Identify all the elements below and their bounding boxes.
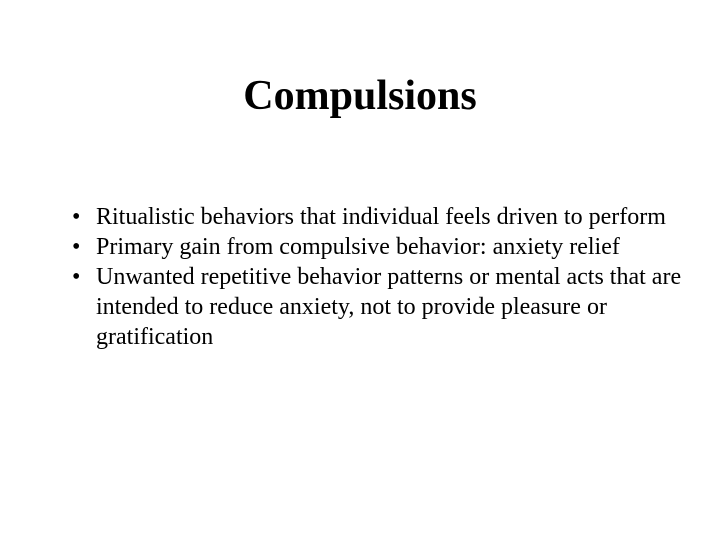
bullet-item — [72, 202, 702, 232]
bullet-dot-icon: • — [72, 264, 81, 290]
bullet-dot-icon: • — [72, 204, 81, 230]
bullet-text: Ritualistic behaviors that individual feels driven to perform — [96, 204, 666, 230]
bullet-item — [72, 262, 702, 352]
slide-title: Compulsions — [243, 73, 477, 119]
bullet-list — [72, 202, 702, 352]
bullet-item — [72, 232, 702, 262]
bullet-text: Primary gain from compulsive behavior: anxiety relief — [96, 234, 620, 260]
bullet-dot-icon: • — [72, 234, 81, 260]
bullet-text: Unwanted repetitive behavior patterns or mental acts that are intended to reduce anxiety, not to provide pleasure or gratification — [96, 264, 682, 350]
